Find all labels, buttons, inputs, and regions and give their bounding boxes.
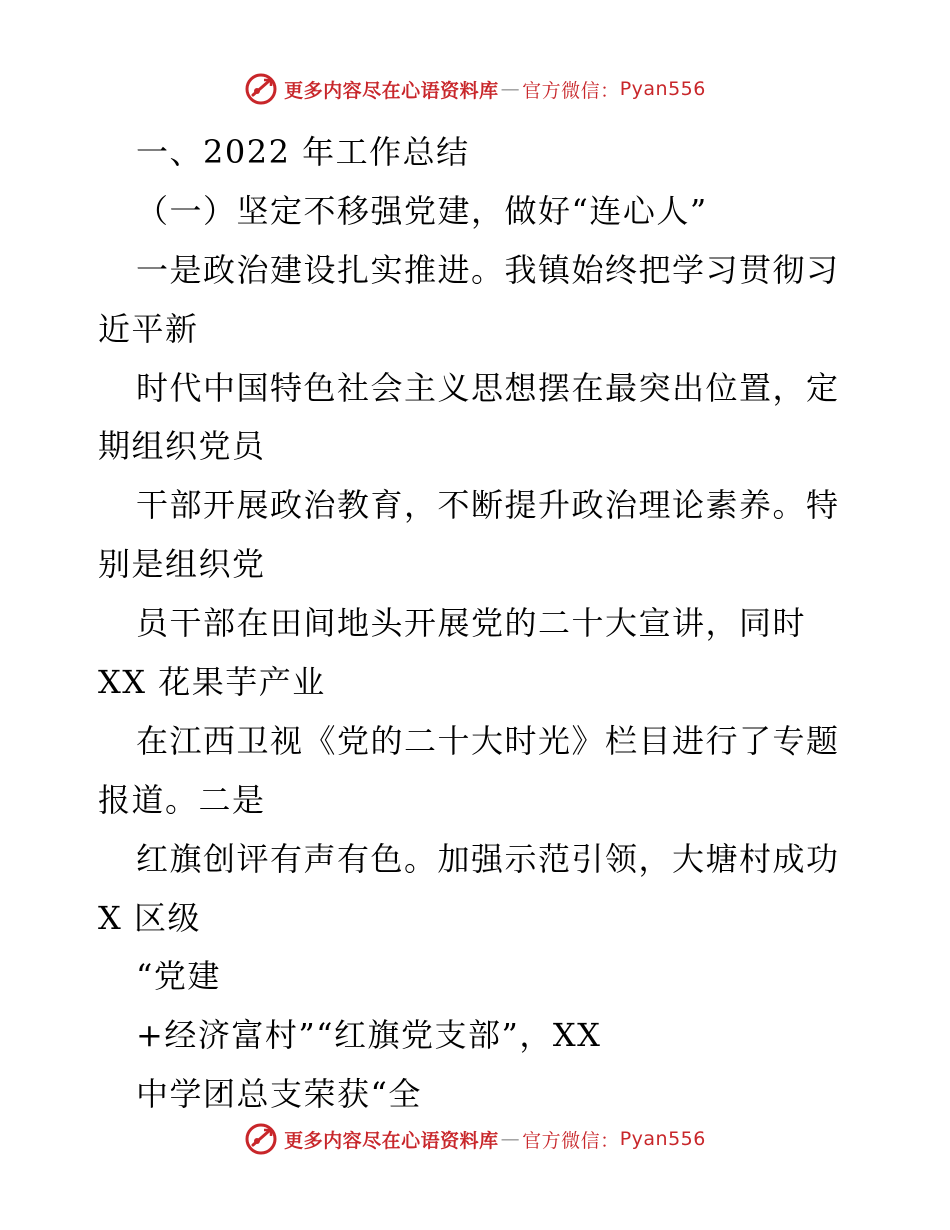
brand-logo-icon [244, 1122, 278, 1156]
body-line: 一是政治建设扎实推进。我镇始终把学习贯彻习 [136, 250, 840, 289]
watermark-id: Pyan556 [619, 78, 706, 100]
body-line: 时代中国特色社会主义思想摆在最突出位置，定 [136, 368, 840, 407]
watermark-text: 更多内容尽在心语资料库 [284, 1129, 499, 1152]
body-line: “党建 [136, 957, 221, 996]
body-line: 中学团总支荣获“全 [136, 1075, 422, 1114]
watermark-separator: — [500, 78, 521, 100]
body-line: X 区级 [98, 898, 201, 937]
body-line: +经济富村”“红旗党支部”，XX [136, 1016, 602, 1055]
body-line: 干部开展政治教育，不断提升政治理论素养。特 [136, 486, 840, 525]
body-line: 别是组织党 [98, 545, 266, 584]
watermark-separator: — [500, 1128, 521, 1150]
body-line: 红旗创评有声有色。加强示范引领，大塘村成功 [136, 839, 840, 878]
body-line: 近平新 [98, 309, 199, 348]
body-line: （一）坚定不移强党建，做好“连心人” [136, 191, 708, 230]
body-line: XX 花果芋产业 [98, 663, 326, 702]
body-line: 一、2022 年工作总结 [136, 133, 470, 171]
watermark-label: 官方微信： [522, 79, 620, 102]
body-line: 在江西卫视《党的二十大时光》栏目进行了专题 [136, 721, 840, 760]
body-line: 报道。二是 [98, 780, 266, 819]
body-line: 期组织党员 [98, 427, 266, 466]
watermark-text: 更多内容尽在心语资料库 [284, 79, 499, 102]
document-body [98, 123, 858, 1124]
brand-logo-icon [244, 72, 278, 106]
watermark-label: 官方微信： [522, 1129, 620, 1152]
footer-watermark [0, 1119, 950, 1159]
body-line: 员干部在田间地头开展党的二十大宣讲，同时 [136, 604, 807, 643]
watermark-id: Pyan556 [619, 1128, 706, 1150]
header-watermark [0, 69, 950, 109]
